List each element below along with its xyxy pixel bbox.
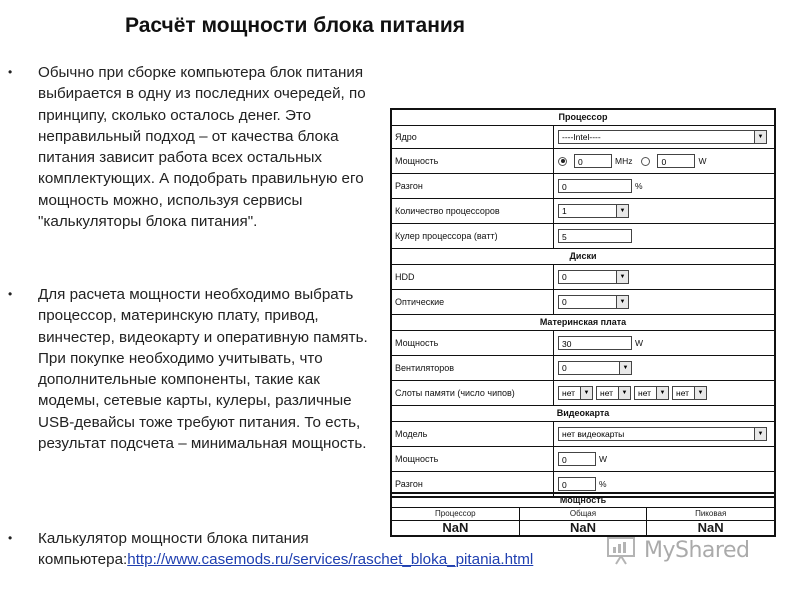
bullet-1-text: Обычно при сборке компьютера блок питания выбирается в одну из последних очередей, по принципу, сколько осталось денег. Это неправильный подход – от качества блока питания зависит работа всех остальных комплектующих. А подобрать правильную его мощность можно, используя сервисы "калькуляторы блока питания". (38, 64, 366, 231)
memory-slot-value: нет (562, 388, 576, 398)
result-col-peak: Пиковая (695, 509, 727, 518)
chevron-down-icon: ▼ (694, 387, 706, 399)
section-cpu-header: Процессор (392, 110, 774, 126)
core-select-value: ----Intel---- (562, 132, 601, 142)
core-label: Ядро (392, 126, 554, 148)
slide-title: Расчёт мощности блока питания (125, 14, 466, 37)
result-header: Мощность (392, 494, 774, 508)
result-value-cpu: NaN (392, 521, 520, 535)
hdd-label: HDD (392, 265, 554, 289)
gpu-model-label: Модель (392, 422, 554, 446)
cpu-count-select[interactable] (558, 204, 629, 218)
result-col-cpu: Процессор (392, 508, 520, 520)
cpu-count-value: 1 (562, 206, 567, 216)
percent-unit: % (599, 479, 607, 489)
percent-unit: % (635, 181, 643, 191)
mhz-unit: MHz (615, 156, 633, 166)
section-motherboard-header: Материнская плата (392, 315, 774, 331)
gpu-overclock-label: Разгон (392, 472, 554, 496)
row-memory-slots (392, 381, 774, 406)
cpu-cooler-input[interactable]: 5 (558, 229, 632, 243)
chevron-down-icon: ▼ (616, 271, 628, 283)
memory-slot-value: нет (638, 388, 652, 398)
chevron-down-icon: ▼ (618, 387, 630, 399)
hdd-value: 0 (562, 272, 567, 282)
row-fans (392, 356, 774, 381)
result-value-peak: NaN (697, 520, 724, 535)
bullet-dot: • (8, 287, 13, 301)
cpu-power-label: Мощность (392, 149, 554, 173)
row-core (392, 126, 774, 149)
memory-slot-select-2[interactable] (596, 386, 631, 400)
chevron-down-icon: ▼ (616, 296, 628, 308)
row-cpu-overclock (392, 174, 774, 199)
cpu-watt-input[interactable]: 0 (657, 154, 695, 168)
gpu-model-select[interactable] (558, 427, 767, 441)
power-result-table (390, 492, 776, 537)
watt-unit: W (635, 338, 644, 348)
fans-value: 0 (562, 363, 567, 373)
watermark (606, 535, 749, 565)
cpu-overclock-input[interactable]: 0 (558, 179, 632, 193)
watt-unit: W (599, 454, 608, 464)
memory-slot-select-1[interactable] (558, 386, 593, 400)
row-cpu-power (392, 149, 774, 174)
row-hdd (392, 265, 774, 290)
fans-label: Вентиляторов (392, 356, 554, 380)
fans-select[interactable] (558, 361, 632, 375)
gpu-model-value: нет видеокарты (562, 429, 625, 439)
row-gpu-model (392, 422, 774, 447)
watermark-text: MyShared (644, 537, 750, 563)
gpu-power-input[interactable]: 0 (558, 452, 596, 466)
bullet-3-prefix: Калькулятор мощности блока питания компьютера: (38, 530, 309, 569)
cpu-cooler-label: Кулер процессора (ватт) (392, 224, 554, 248)
cpu-overclock-label: Разгон (392, 174, 554, 198)
gpu-overclock-input[interactable]: 0 (558, 477, 596, 491)
psu-calculator-panel (390, 108, 776, 498)
chevron-down-icon: ▼ (616, 205, 628, 217)
bullet-2 (8, 284, 380, 454)
optical-value: 0 (562, 297, 567, 307)
watt-radio[interactable] (641, 157, 650, 166)
memory-slot-value: нет (676, 388, 690, 398)
bullet-dot: • (8, 531, 13, 545)
result-value-total: NaN (520, 521, 648, 535)
optical-label: Оптические (392, 290, 554, 314)
chevron-down-icon: ▼ (656, 387, 668, 399)
mb-power-label: Мощность (392, 331, 554, 355)
chevron-down-icon: ▼ (580, 387, 592, 399)
section-gpu-header: Видеокарта (392, 406, 774, 422)
section-disks-header: Диски (392, 249, 774, 265)
row-mb-power (392, 331, 774, 356)
memory-slots-label: Слоты памяти (число чипов) (392, 381, 554, 405)
cpu-count-label: Количество процессоров (392, 199, 554, 223)
optical-select[interactable] (558, 295, 629, 309)
mhz-radio[interactable] (558, 157, 567, 166)
row-optical (392, 290, 774, 315)
bullet-1 (8, 62, 380, 232)
row-cpu-count (392, 199, 774, 224)
watt-unit: W (698, 156, 707, 166)
memory-slot-select-3[interactable] (634, 386, 669, 400)
chevron-down-icon: ▼ (754, 428, 766, 440)
chevron-down-icon: ▼ (619, 362, 631, 374)
mb-power-input[interactable]: 30 (558, 336, 632, 350)
row-cpu-cooler (392, 224, 774, 249)
calculator-link[interactable]: http://www.casemods.ru/services/raschet_bloka_pitania.html (127, 551, 534, 569)
cpu-mhz-input[interactable]: 0 (574, 154, 612, 168)
memory-slot-value: нет (600, 388, 614, 398)
chevron-down-icon: ▼ (754, 131, 766, 143)
hdd-select[interactable] (558, 270, 629, 284)
bullet-2-text: Для расчета мощности необходимо выбрать процессор, материнскую плату, привод, винчестер, видеокарту и оперативную память. При покупке необходимо учитывать, что дополнительные компоненты, такие как модемы, сетевые карты, кулеры, различные USB-девайсы тоже требуют питания. То есть, результат подсчета – минимальная мощность. (38, 286, 368, 453)
gpu-power-label: Мощность (392, 447, 554, 471)
row-gpu-power (392, 447, 774, 472)
presentation-board-icon (606, 535, 638, 565)
result-col-total: Общая (520, 508, 648, 520)
memory-slot-select-4[interactable] (672, 386, 707, 400)
bullet-dot: • (8, 65, 13, 79)
core-select[interactable] (558, 130, 767, 144)
